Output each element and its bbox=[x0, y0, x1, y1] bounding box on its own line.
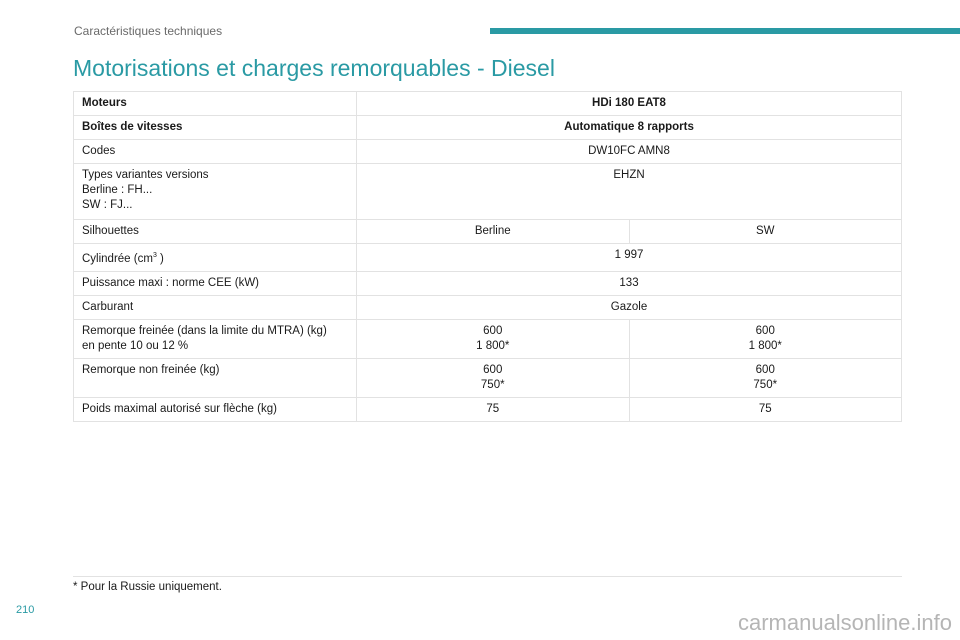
row-value: Automatique 8 rapports bbox=[357, 116, 902, 140]
table-row-carburant bbox=[74, 295, 902, 319]
table-row-codes bbox=[74, 140, 902, 164]
row-label: Moteurs bbox=[74, 92, 357, 116]
berline-value: 75 bbox=[357, 397, 630, 421]
sw-value: 600 1 800* bbox=[629, 319, 902, 358]
row-value: DW10FC AMN8 bbox=[357, 140, 902, 164]
table-row-silhouettes bbox=[74, 220, 902, 244]
berline-value: 600 1 800* bbox=[357, 319, 630, 358]
row-value: EHZN bbox=[357, 164, 902, 220]
table-row-poids-fleche bbox=[74, 397, 902, 421]
row-label: Silhouettes bbox=[74, 220, 357, 244]
footnote: * Pour la Russie uniquement. bbox=[73, 581, 222, 593]
spec-table bbox=[73, 91, 902, 422]
cylindree-label-end: ) bbox=[156, 252, 164, 265]
table-row-remorque-freinee bbox=[74, 319, 902, 358]
table-row-boites bbox=[74, 116, 902, 140]
berline-value: 600 750* bbox=[357, 358, 630, 397]
row-label: Remorque non freinée (kg) bbox=[74, 358, 357, 397]
row-value: 1 997 bbox=[357, 244, 902, 272]
sw-value: 600 750* bbox=[629, 358, 902, 397]
footnote-divider bbox=[73, 576, 902, 577]
row-label: Remorque freinée (dans la limite du MTRA) (kg) en pente 10 ou 12 % bbox=[74, 319, 357, 358]
row-label: Boîtes de vitesses bbox=[74, 116, 357, 140]
berline-value: Berline bbox=[357, 220, 630, 244]
page-title: Motorisations et charges remorquables - Diesel bbox=[73, 55, 555, 81]
cylindree-superscript: 3 bbox=[152, 252, 157, 259]
table-row-moteurs bbox=[74, 92, 902, 116]
sw-value: 75 bbox=[629, 397, 902, 421]
row-label bbox=[74, 244, 357, 272]
row-value: 133 bbox=[357, 271, 902, 295]
cylindree-label: Cylindrée (cm bbox=[82, 252, 153, 265]
row-value: Gazole bbox=[357, 295, 902, 319]
row-value: HDi 180 EAT8 bbox=[357, 92, 902, 116]
table-row-remorque-non-freinee bbox=[74, 358, 902, 397]
sw-value: SW bbox=[629, 220, 902, 244]
watermark: carmanualsonline.info bbox=[737, 610, 952, 635]
row-label: Codes bbox=[74, 140, 357, 164]
table-row-cylindree bbox=[74, 244, 902, 272]
section-title: Caractéristiques techniques bbox=[74, 24, 223, 38]
accent-bar bbox=[490, 28, 960, 34]
row-label: Carburant bbox=[74, 295, 357, 319]
row-label: Puissance maxi : norme CEE (kW) bbox=[74, 271, 357, 295]
row-label: Poids maximal autorisé sur flèche (kg) bbox=[74, 397, 357, 421]
table-row-types bbox=[74, 164, 902, 220]
table-row-puissance bbox=[74, 271, 902, 295]
row-label: Types variantes versions Berline : FH... SW : FJ... bbox=[74, 164, 357, 220]
page-number: 210 bbox=[16, 604, 35, 616]
